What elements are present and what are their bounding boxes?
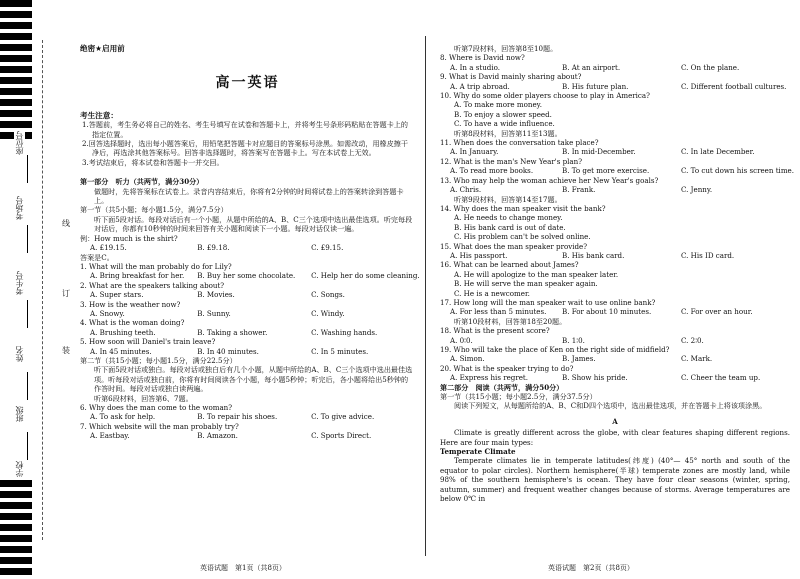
option-a: A. 0∶0. xyxy=(450,335,473,345)
question-text: 13. Who may help the woman achieve her New Year's goals? xyxy=(440,175,659,185)
option-c: C. For over an hour. xyxy=(681,307,753,317)
material-10: 听第10段材料，回答第18至20题。 xyxy=(454,316,567,326)
option-a: A. His passport. xyxy=(450,250,508,260)
question-20 xyxy=(440,364,790,383)
question-19 xyxy=(440,345,790,364)
material-6: 听第6段材料，回答第6、7题。 xyxy=(94,393,193,403)
option-b: B. To enjoy a slower speed. xyxy=(454,109,552,119)
question-7 xyxy=(80,422,415,441)
label-exam-room: 考场号 xyxy=(15,196,24,220)
blank-line xyxy=(27,300,28,328)
notice-item: 3.考试结束后，将本试卷和答题卡一并交回。 xyxy=(82,157,224,167)
question-6 xyxy=(80,403,415,422)
option-a: A. £19.15. xyxy=(90,243,127,253)
option-b: B. He will serve the man speaker again. xyxy=(454,279,598,289)
question-18 xyxy=(440,326,790,345)
question-text: 3. How is the weather now? xyxy=(80,299,181,309)
option-a: A. In a studio. xyxy=(450,62,501,72)
section1-intro: 听下面5段对话。每段对话后有一个小题，从题中所给的A、B、C三个选项中选出最佳选项。听完每段对话后，你都有10秒钟的时间来回答有关小题和阅读下一小题。每段对话仅读一遍。 xyxy=(94,214,413,234)
mark-line: 线 xyxy=(62,219,70,228)
option-b: B. 1∶0. xyxy=(562,335,585,345)
option-b: B. Frank. xyxy=(562,185,596,195)
question-text: 11. When does the conversation take place? xyxy=(440,138,599,148)
page-title: 高一英语 xyxy=(215,75,280,92)
question-3 xyxy=(80,300,415,319)
option-a: A. Snowy. xyxy=(90,308,125,318)
question-text: 1. What will the man probably do for Lily? xyxy=(80,261,232,271)
blank-line xyxy=(27,225,28,253)
option-a: A. Express his regret. xyxy=(450,373,529,383)
question-15 xyxy=(440,242,790,261)
part2-section1: 第一节（共15小题；每小题2.5分，满分37.5分） xyxy=(440,392,597,402)
part1-intro: 做题时，先将答案标在试卷上。录音内容结束后，你将有2分钟的时间将试卷上的答案转涂到答题卡上。 xyxy=(94,186,404,206)
option-c: C. To cut down his screen time. xyxy=(681,166,795,176)
question-14 xyxy=(440,204,790,242)
option-b: B. His bank card is out of date. xyxy=(454,222,566,232)
example-question: 例：How much is the shirt? xyxy=(80,233,178,243)
label-student-number: 考生号 xyxy=(15,271,24,295)
option-a: A. In January. xyxy=(450,147,499,157)
option-c: C. Cheer the team up. xyxy=(681,373,761,383)
question-5 xyxy=(80,337,415,356)
notice-item: 1.答题前，考生务必将自己的姓名、考生号填写在试卷和答题卡上，并将考生号条形码粘贴在答题卡上的指定位置。 xyxy=(82,120,408,139)
barcode-top xyxy=(0,0,32,140)
option-c: C. To have a wide influence. xyxy=(454,119,555,129)
label-class: 班级 xyxy=(15,406,24,422)
question-text: 7. Which website will the man probably try? xyxy=(80,421,239,431)
material-9: 听第9段材料，回答第14至17题。 xyxy=(454,194,562,204)
option-b: B. Amazon. xyxy=(197,431,238,441)
option-b: B. In 40 minutes. xyxy=(197,346,259,356)
option-b: B. To get more exercise. xyxy=(562,166,650,176)
cut-line xyxy=(42,40,43,540)
option-c: C. His ID card. xyxy=(681,250,735,260)
option-c: C. To give advice. xyxy=(311,412,375,422)
part1-title: 第一部分 听力（共两节，满分30分） xyxy=(80,177,204,187)
page-2 xyxy=(440,44,795,504)
blank-line xyxy=(27,372,28,400)
option-c: C. Songs. xyxy=(311,290,345,300)
option-a: A. In 45 minutes. xyxy=(90,346,152,356)
footer-right: 英语试题 第2页（共8页） xyxy=(548,564,634,572)
mark-staple: 订 xyxy=(62,289,70,298)
blank-line xyxy=(27,155,28,183)
option-c: C. 2∶0. xyxy=(681,335,704,345)
option-a: A. Simon. xyxy=(450,354,485,364)
question-text: 16. What can be learned about James? xyxy=(440,260,579,270)
option-b: B. Buy her some chocolate. xyxy=(197,271,296,281)
option-c: C. Washing hands. xyxy=(311,327,378,337)
question-text: 5. How soon will Daniel's train leave? xyxy=(80,337,216,347)
option-b: B. £9.18. xyxy=(197,243,230,253)
option-a: A. Brushing teeth. xyxy=(90,327,156,337)
barcode-bottom xyxy=(0,480,32,579)
question-text: 12. What is the man's New Year's plan? xyxy=(440,156,583,166)
option-c: C. His problem can't be solved online. xyxy=(454,232,591,242)
option-a: A. To make more money. xyxy=(454,100,542,110)
question-8 xyxy=(440,53,790,72)
notice-item: 2.回答选择题时，选出每小题答案后，用铅笔把答题卡对应题目的答案标号涂黑。如需改动，用橡皮擦干净后，再选涂其他答案标号。回答非选择题时，将答案写在答题卡上。写在本试卷上无效。 xyxy=(82,139,408,158)
option-c: C. Windy. xyxy=(311,308,345,318)
option-c: C. Help her do some cleaning. xyxy=(311,271,420,281)
blank-line xyxy=(27,432,28,460)
option-b: B. His future plan. xyxy=(562,81,629,91)
option-a: A. He needs to change money. xyxy=(454,213,563,223)
option-a: A. He will apologize to the man speaker later. xyxy=(454,269,619,279)
question-text: 6. Why does the man come to the woman? xyxy=(80,403,233,412)
option-c: C. He is a newcomer. xyxy=(454,288,530,298)
question-10 xyxy=(440,91,790,129)
option-c: C. Mark. xyxy=(681,354,713,364)
passage-paragraph: Climate is greatly different across the globe, with clear features shaping different regions. Here are four main types: xyxy=(440,428,790,447)
option-c: C. £9.15. xyxy=(311,243,344,253)
option-c: C. In late December. xyxy=(681,147,755,157)
question-11 xyxy=(440,138,790,157)
material-8: 听第8段材料，回答第11至13题。 xyxy=(454,128,562,138)
material-7: 听第7段材料，回答第8至10题。 xyxy=(454,44,558,53)
notice-heading: 考生注意： xyxy=(80,110,118,120)
column-divider xyxy=(425,36,426,556)
option-b: B. In mid-December. xyxy=(562,147,636,157)
part2-title: 第二部分 阅读（共两节，满分50分） xyxy=(440,382,564,392)
question-text: 9. What is David mainly sharing about? xyxy=(440,72,582,82)
question-text: 8. Where is David now? xyxy=(440,53,525,63)
secret-mark: 绝密★启用前 xyxy=(80,44,125,53)
question-text: 14. Why does the man speaker visit the bank? xyxy=(440,203,606,213)
question-16 xyxy=(440,260,790,298)
option-b: B. Taking a shower. xyxy=(197,327,268,337)
label-name: 姓名 xyxy=(15,346,24,362)
question-text: 2. What are the speakers talking about? xyxy=(80,280,225,290)
example-answer: 答案是C。 xyxy=(80,252,114,262)
mark-bind: 装 xyxy=(62,346,70,355)
question-12 xyxy=(440,156,795,176)
option-b: B. Movies. xyxy=(197,290,235,300)
option-a: A. Chris. xyxy=(450,185,482,195)
option-b: B. Show his pride. xyxy=(562,373,628,383)
label-school: 学校 xyxy=(15,461,24,477)
label-seat-number: 座位号 xyxy=(15,131,24,155)
page-1 xyxy=(80,40,420,441)
question-4 xyxy=(80,318,415,337)
question-9 xyxy=(440,72,790,91)
option-c: C. On the plane. xyxy=(681,62,740,72)
option-a: A. Eastbay. xyxy=(90,431,130,441)
footer-left: 英语试题 第1页（共8页） xyxy=(200,564,286,572)
question-text: 19. Who will take the place of Ken on the right side of midfield? xyxy=(440,345,670,354)
option-b: B. To repair his shoes. xyxy=(197,412,278,422)
question-text: 15. What does the man speaker provide? xyxy=(440,241,588,251)
option-b: B. At an airport. xyxy=(562,62,621,72)
option-c: C. In 5 minutes. xyxy=(311,346,369,356)
option-c: C. Sports Direct. xyxy=(311,431,372,441)
example-options xyxy=(80,243,415,252)
part2-intro: 阅读下列短文，从每题所给的A、B、C和D四个选项中，选出最佳选项，并在答题卡上将该项涂黑。 xyxy=(454,401,767,411)
option-c: C. Jenny. xyxy=(681,185,713,195)
option-b: B. For about 10 minutes. xyxy=(562,307,652,317)
option-b: B. James. xyxy=(562,354,596,364)
passage-paragraph: Temperate climates lie in temperate latitudes(纬度) (40°— 45° north and south of the equator to polar circles). Northern hemisphere(半球) temperate zones are mostly land, while 98% of the southern hemisphere's is ocean. They have four clear seasons (winter, spring, autumn, summer) and frequent weather changes because of storms. Average temperatures are below 0℃ in xyxy=(440,456,790,504)
option-a: A. A trip abroad. xyxy=(450,81,510,91)
option-c: C. Different football cultures. xyxy=(681,81,787,91)
question-2 xyxy=(80,281,415,300)
question-text: 17. How long will the man speaker wait to use online bank? xyxy=(440,297,656,307)
option-b: B. His bank card. xyxy=(562,250,625,260)
section2-intro: 听下面5段对话或独白。每段对话或独白后有几个小题，从题中所给的A、B、C三个选项中选出最佳选项。听每段对话或独白前，你将有时间阅读各个小题，每小题5秒钟；听完后，各小题将给出5秒钟的作答时间。每段对话或独白读两遍。 xyxy=(94,365,413,394)
question-text: 20. What is the speaker trying to do? xyxy=(440,363,574,373)
passage-subhead: Temperate Climate xyxy=(440,447,516,457)
question-1 xyxy=(80,261,420,281)
question-text: 4. What is the woman doing? xyxy=(80,318,185,328)
option-b: B. Sunny. xyxy=(197,308,231,318)
passage-letter: A xyxy=(612,416,618,426)
option-a: A. To read more books. xyxy=(450,166,534,176)
question-text: 10. Why do some older players choose to play in America? xyxy=(440,91,650,101)
question-text: 18. What is the present score? xyxy=(440,326,550,336)
question-13 xyxy=(440,176,790,195)
option-a: A. Super stars. xyxy=(90,290,144,300)
binding-strip xyxy=(0,0,60,579)
section2-title: 第二节（共15小题；每小题1.5分，满分22.5分） xyxy=(80,355,237,365)
option-a: A. Bring breakfast for her. xyxy=(90,271,185,281)
section1-title: 第一节（共5小题；每小题1.5分，满分7.5分） xyxy=(80,205,228,215)
question-17 xyxy=(440,298,790,317)
option-a: A. To ask for help. xyxy=(90,412,156,422)
option-a: A. For less than 5 minutes. xyxy=(450,307,547,317)
